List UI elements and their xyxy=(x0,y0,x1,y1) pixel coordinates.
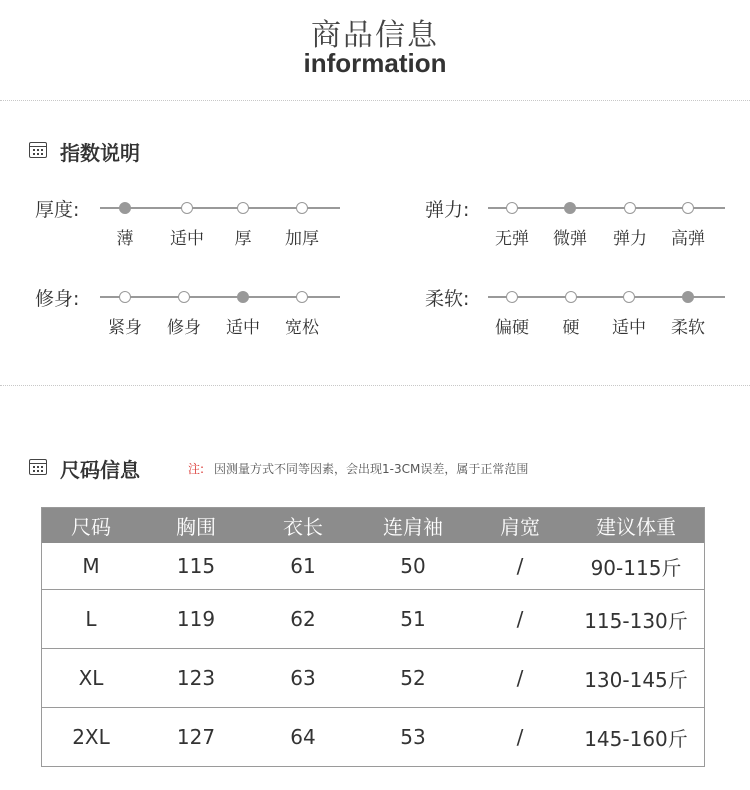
scale-dot xyxy=(624,202,636,214)
index-section-title: 指数说明 xyxy=(60,141,140,165)
size-table xyxy=(42,508,704,766)
scale-option-label: 修身 xyxy=(167,318,201,338)
table-cell: 53 xyxy=(400,725,426,749)
table-row xyxy=(42,708,704,767)
scale-option-label: 适中 xyxy=(170,229,204,249)
scale-dot xyxy=(119,291,131,303)
scale-dot xyxy=(682,202,694,214)
scale-dot-selected xyxy=(237,291,249,303)
scale-dot xyxy=(178,291,190,303)
scale-option-label: 柔软 xyxy=(671,318,705,338)
scale-dot xyxy=(506,291,518,303)
scale-option-label: 加厚 xyxy=(285,229,319,249)
scale-dot xyxy=(296,202,308,214)
table-cell: 62 xyxy=(252,590,354,649)
size-table-header xyxy=(42,508,704,543)
page-title-en: information xyxy=(303,48,447,78)
scale-option-label: 弹力 xyxy=(613,229,647,249)
table-header-cell: 建议体重 xyxy=(568,508,704,543)
scale-option-label: 微弹 xyxy=(553,229,587,249)
scale-label: 柔软: xyxy=(425,288,470,310)
table-cell: 115-130斤 xyxy=(568,590,704,649)
scale-dot xyxy=(237,202,249,214)
table-header-cell: 肩宽 xyxy=(472,508,568,543)
scale-option-label: 硬 xyxy=(562,318,580,338)
size-section-title: 尺码信息 xyxy=(60,458,140,482)
table-header-cell: 衣长 xyxy=(252,508,354,543)
divider-top xyxy=(0,100,750,101)
size-table-body xyxy=(42,543,704,766)
table-cell: 145-160斤 xyxy=(584,726,688,751)
scale-label: 弹力: xyxy=(425,199,470,221)
scale-label: 厚度: xyxy=(35,199,80,221)
scale-dot xyxy=(296,291,308,303)
table-row xyxy=(42,543,704,590)
scale-option-label: 紧身 xyxy=(108,318,142,338)
scale-option-label: 偏硬 xyxy=(495,318,529,338)
table-cell: / xyxy=(472,649,568,708)
scale-dot-selected xyxy=(119,202,131,214)
scale-dot xyxy=(623,291,635,303)
scale-option-label: 适中 xyxy=(612,318,646,338)
table-row xyxy=(42,649,704,708)
scale-label: 修身: xyxy=(35,288,80,310)
table-cell: 52 xyxy=(354,649,472,708)
table-cell: 50 xyxy=(354,543,472,590)
note-label: 注: xyxy=(188,462,205,476)
table-cell: XL xyxy=(42,649,140,708)
table-cell: 64 xyxy=(290,725,316,749)
table-cell: / xyxy=(472,590,568,649)
note-text: 因测量方式不同等因素，会出现1-3CM误差，属于正常范围 xyxy=(214,462,529,476)
scale-option-label: 高弹 xyxy=(671,229,705,249)
page-title-cn: 商品信息 xyxy=(311,18,439,53)
table-cell: 63 xyxy=(252,649,354,708)
table-cell: / xyxy=(472,543,568,590)
table-cell: 115 xyxy=(140,543,252,590)
table-cell: 51 xyxy=(354,590,472,649)
scale-dot xyxy=(181,202,193,214)
table-cell: L xyxy=(42,590,140,649)
table-cell: 123 xyxy=(140,649,252,708)
table-cell: 119 xyxy=(140,590,252,649)
scale-option-label: 薄 xyxy=(116,229,134,249)
scale-dot xyxy=(565,291,577,303)
size-table-wrapper xyxy=(41,507,705,767)
scale-dot xyxy=(506,202,518,214)
table-cell: 2XL xyxy=(72,725,110,749)
scale-dot-selected xyxy=(682,291,694,303)
table-header-cell: 胸围 xyxy=(140,508,252,543)
table-row xyxy=(42,590,704,649)
divider-middle xyxy=(0,385,750,386)
calendar-icon xyxy=(29,142,47,158)
table-cell: 130-145斤 xyxy=(568,649,704,708)
scale-option-label: 厚 xyxy=(234,229,252,249)
table-cell: M xyxy=(42,543,140,590)
table-cell: / xyxy=(516,725,524,749)
scale-option-label: 适中 xyxy=(226,318,260,338)
table-header-cell: 尺码 xyxy=(42,508,140,543)
table-header-cell: 连肩袖 xyxy=(354,508,472,543)
scale-option-label: 宽松 xyxy=(285,318,319,338)
scale-dot-selected xyxy=(564,202,576,214)
scale-option-label: 无弹 xyxy=(495,229,529,249)
calendar-icon xyxy=(29,459,47,475)
table-cell: 90-115斤 xyxy=(568,543,704,590)
table-cell: 61 xyxy=(252,543,354,590)
table-cell: 127 xyxy=(176,725,216,749)
